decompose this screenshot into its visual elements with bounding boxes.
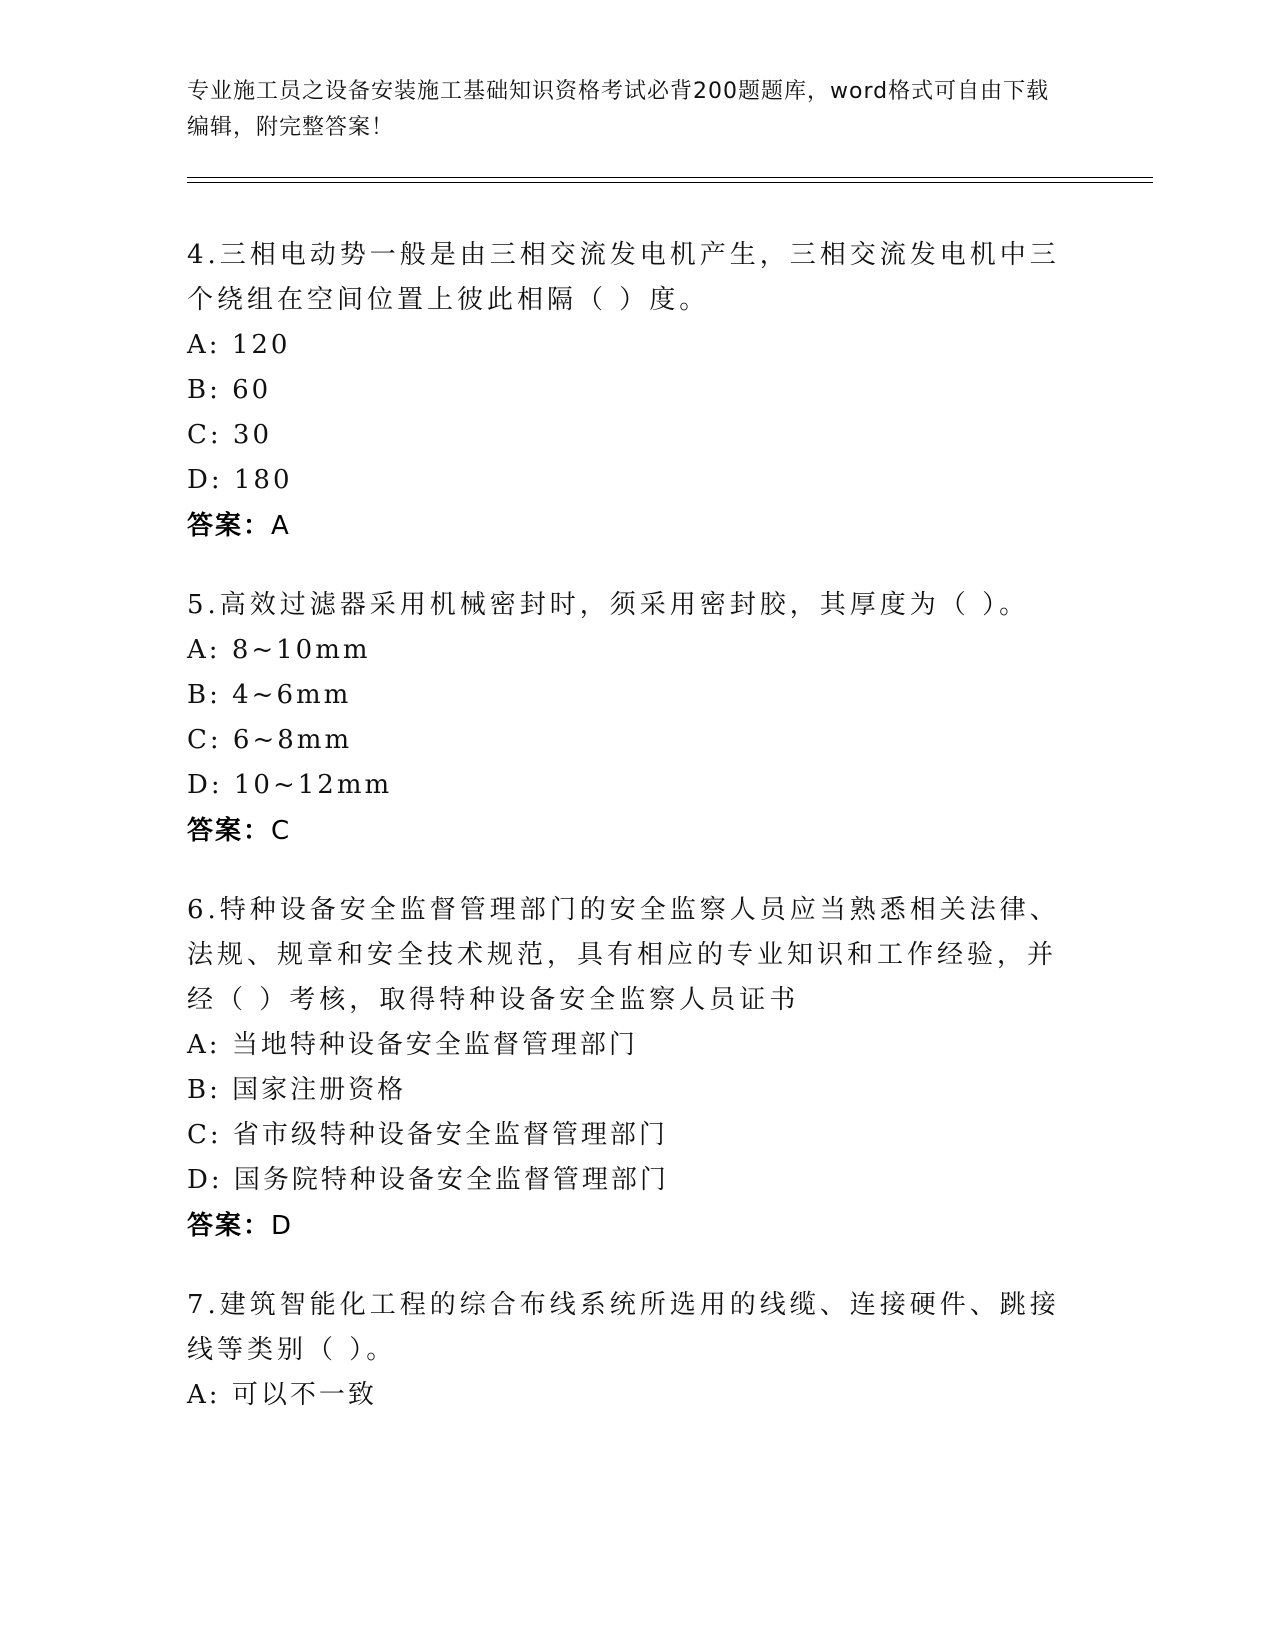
option-d [187,458,1067,503]
question-7 [187,1283,1067,1418]
option-c [187,718,1067,763]
option-a [187,1023,1067,1068]
option-a [187,1373,1067,1418]
header-rule-bottom [187,182,1153,183]
option-text: 30 [232,420,273,450]
option-b [187,673,1067,718]
option-c [187,1113,1067,1158]
question-stem: 7.建筑智能化工程的综合布线系统所选用的线缆、连接硬件、跳接线等类别（ ）。 [187,1290,1060,1365]
question-6 [187,888,1067,1249]
option-text: 可以不一致 [231,1380,377,1410]
answer-value: C [271,816,292,846]
question-stem: 6.特种设备安全监督管理部门的安全监察人员应当熟悉相关法律、法规、规章和安全技术规范，具有相应的专业知识和工作经验，并经（ ）考核，取得特种设备安全监察人员证书 [187,895,1060,1015]
option-letter: D: [187,465,223,495]
option-d [187,1158,1067,1203]
answer-label: 答案： [187,816,272,846]
option-text: 国家注册资格 [232,1075,407,1105]
option-a [187,323,1067,368]
option-text: 10~12mm [233,770,393,800]
option-letter: C: [187,1120,222,1150]
option-letter: D: [187,770,223,800]
option-text: 60 [232,375,272,405]
option-a [187,628,1067,673]
option-text: 4~6mm [232,680,352,710]
question-5 [187,583,1067,854]
option-letter: A: [187,1030,221,1060]
option-letter: C: [187,420,222,450]
option-letter: A: [187,330,221,360]
header-rule-top [187,177,1153,178]
answer-value: A [271,511,291,541]
question-stem: 5.高效过滤器采用机械密封时，须采用密封胶，其厚度为（ ）。 [187,590,1030,620]
option-text: 120 [231,330,291,360]
option-text: 6~8mm [232,725,353,755]
option-letter: B: [187,1075,221,1105]
option-text: 180 [233,465,293,495]
option-d [187,763,1067,808]
option-text: 国务院特种设备安全监督管理部门 [233,1165,669,1195]
option-letter: D: [187,1165,223,1195]
option-b [187,1068,1067,1113]
question-list [187,233,1067,1452]
answer-line [187,809,1067,854]
option-text: 省市级特种设备安全监督管理部门 [232,1120,668,1150]
answer-value: D [271,1211,294,1241]
option-b [187,368,1067,413]
option-letter: C: [187,725,222,755]
option-letter: A: [187,635,221,665]
answer-line [187,1204,1067,1249]
answer-line [187,504,1067,549]
option-text: 当地特种设备安全监督管理部门 [231,1030,638,1060]
answer-label: 答案： [187,1211,272,1241]
question-stem: 4.三相电动势一般是由三相交流发电机产生，三相交流发电机中三个绕组在空间位置上彼此相隔（ ）度。 [187,240,1060,315]
answer-label: 答案： [187,511,272,541]
option-letter: A: [187,1380,221,1410]
question-4 [187,233,1067,549]
option-letter: B: [187,680,221,710]
option-text: 8~10mm [231,635,371,665]
option-c [187,413,1067,458]
option-letter: B: [187,375,221,405]
document-header: 专业施工员之设备安装施工基础知识资格考试必背200题题库，word格式可自由下载编辑，附完整答案！ [187,79,1050,140]
